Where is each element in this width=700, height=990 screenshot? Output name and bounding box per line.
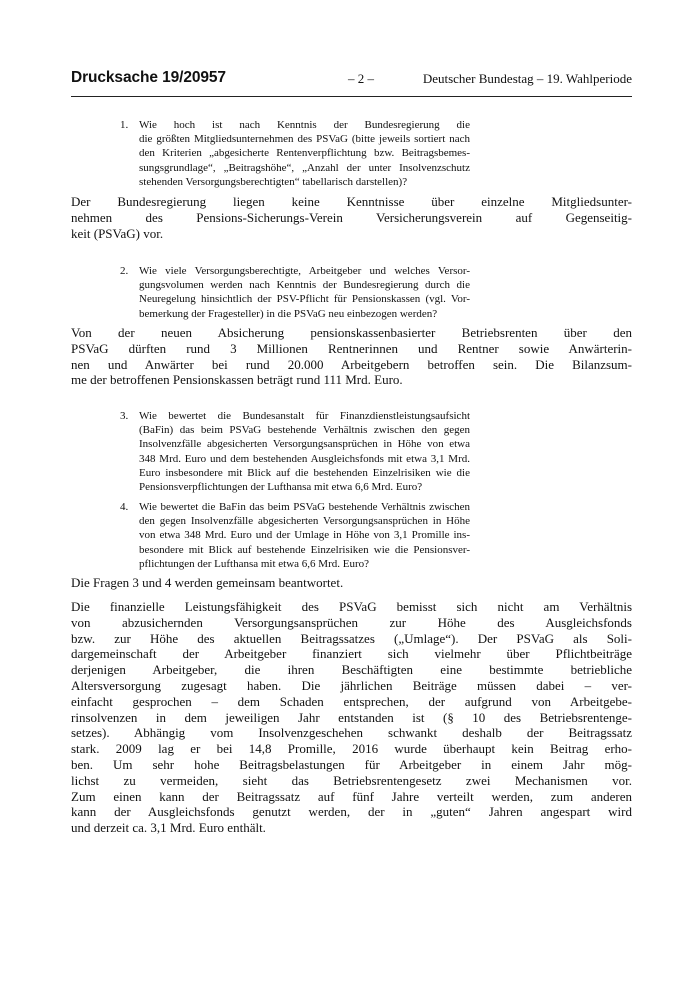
text-line: (BaFin) das beim PSVaG bestehende Verhältnis zwischen den gegen — [139, 424, 470, 437]
answer-3-4 — [71, 599, 632, 836]
question-number: 3. — [120, 410, 129, 422]
text-line: ben. Um sehr hohe Beitragsbelastungen für Arbeitgeber in einem Jahr mög- — [71, 756, 632, 772]
text-line: me der betroffenen Pensionskassen beträgt rund 111 Mrd. Euro. — [71, 372, 403, 388]
text-line: Von der neuen Absicherung pensionskassenbasierter Betriebsrenten über den — [71, 325, 632, 340]
text-line: bemerkung der Fragesteller) in die PSVaG neu einbezogen werden? — [139, 307, 438, 320]
text-line: Wie bewertet die BaFin das beim PSVaG bestehende Verhältnis zwischen — [139, 501, 470, 513]
text-line: Die Fragen 3 und 4 werden gemeinsam beantwortet. — [71, 575, 344, 590]
text-line: keit (PSVaG) vor. — [71, 225, 164, 241]
drucksache-number: Drucksache 19/20957 — [71, 69, 226, 86]
question-text — [139, 264, 470, 321]
text-line: und derzeit ca. 3,1 Mrd. Euro enthält. — [71, 820, 266, 836]
text-line: nen und Anwärter bei rund 20.000 Arbeitgebern betroffen sein. Die Bilanzsum- — [71, 356, 632, 372]
text-line: einfacht gesprochen – dem Schaden entsprechen, der aufgrund von Arbeitgebe- — [71, 693, 632, 709]
question-text — [139, 118, 470, 189]
question-number: 1. — [120, 119, 129, 131]
text-line: 348 Mrd. Euro und dem bestehenden Ausgleichsfonds mit etwa 3,1 Mrd. — [139, 452, 470, 465]
text-line: dargemeinschaft der Arbeitgeber finanziert sich vielmehr über Pflichtbeiträge — [71, 646, 632, 662]
text-line: bzw. zur Höhe des aktuellen Beitragssatzes („Umlage“). Der PSVaG als Soli- — [71, 630, 632, 646]
answer-1 — [71, 194, 632, 241]
text-line: Insolvenzfälle abgesicherten Versorgungsansprüchen in Höhe von etwa — [139, 438, 470, 451]
question-number: 4. — [120, 501, 129, 513]
text-line: Der Bundesregierung liegen keine Kenntnisse über einzelne Mitgliedsunter- — [71, 194, 632, 209]
text-line: von etwa 348 Mrd. Euro und der Umlage in Höhe von 3,1 Promille ins- — [139, 529, 470, 542]
text-line: gungsvolumen werden nach Kenntnis der Bundesregierung durch die — [139, 279, 470, 292]
page-number: – 2 – — [348, 71, 374, 86]
text-line: den Kriterien „abgesicherte Rentenverpflichtung bzw. Beitragsbemes- — [139, 147, 470, 160]
text-line: Pensionsverpflichtungen der Lufthansa mit etwa 6,6 Mrd. Euro? — [139, 481, 423, 494]
question-1 — [120, 118, 470, 189]
text-line: Wie hoch ist nach Kenntnis der Bundesregierung die — [139, 119, 470, 131]
text-line: besondere mit Blick auf bestehende Einzelrisiken wie die Pensionsver- — [139, 543, 470, 556]
text-line: kann der Ausgleichsfonds genutzt werden, der in „guten“ Jahren angespart wird — [71, 804, 632, 820]
answer-3-4-intro — [71, 575, 632, 591]
answer-2 — [71, 325, 632, 388]
text-line: Neuregelung hinsichtlich der PSV-Pflicht für Pensionskassen (vgl. Vor- — [139, 293, 470, 306]
text-line: die größten Mitgliedsunternehmen des PSVaG (bitte jeweils sortiert nach — [139, 133, 470, 146]
text-line: lichst zu vermeiden, sieht das Betriebsrentengesetz zwei Mechanismen vor. — [71, 772, 632, 788]
text-line: sungsgrundlage“, „Beitragshöhe“, „Anzahl der unter Insolvenzschutz — [139, 161, 470, 174]
page-header — [71, 69, 632, 91]
text-line: den gegen Insolvenzfälle abgesicherten Versorgungsansprüchen in Höhe — [139, 515, 470, 528]
text-line: rinsolvenzen in dem jeweiligen Jahr entstanden ist (§ 10 des Betriebsrentenge- — [71, 709, 632, 725]
text-line: setzes). Abhängig vom Insolvenzgeschehen schwankt deshalb der Beitragssatz — [71, 725, 632, 741]
question-text — [139, 500, 470, 571]
question-number: 2. — [120, 265, 129, 277]
text-line: PSVaG dürften rund 3 Millionen Rentnerinnen und Rentner sowie Anwärterin- — [71, 340, 632, 356]
header-rule — [71, 96, 632, 97]
text-line: Wie viele Versorgungsberechtigte, Arbeitgeber und welches Versor- — [139, 265, 470, 277]
text-line: Euro insbesondere mit Blick auf die bestehenden Einzelrisiken wie die — [139, 466, 470, 479]
question-3 — [120, 409, 470, 494]
question-text — [139, 409, 470, 494]
text-line: stark. 2009 lag er bei 14,8 Promille, 2016 wurde überhaupt kein Beitrag erho- — [71, 741, 632, 757]
text-line: Zum einen kann der Beitragssatz auf fünf Jahre verteilt werden, zum anderen — [71, 788, 632, 804]
text-line: derjenigen Arbeitgeber, die ihren Beschäftigten eine bestimmte betriebliche — [71, 662, 632, 678]
text-line: pflichtungen der Lufthansa mit etwa 6,6 Mrd. Euro? — [139, 557, 370, 570]
parliament-label: Deutscher Bundestag – 19. Wahlperiode — [422, 71, 632, 86]
text-line: von abzusichernden Versorgungsansprüchen zur Höhe des Ausgleichsfonds — [71, 614, 632, 630]
text-line: nehmen des Pensions-Sicherungs-Verein Versicherungsverein auf Gegenseitig- — [71, 209, 632, 225]
text-line: Wie bewertet die Bundesanstalt für Finanzdienstleistungsaufsicht — [139, 410, 470, 422]
text-line: Altersversorgung zugesagt haben. Die jährlichen Beiträge müssen dabei – ver- — [71, 677, 632, 693]
question-2 — [120, 264, 470, 321]
text-line: stehenden Versorgungsberechtigten“ tabellarisch darstellen)? — [139, 175, 408, 188]
text-line: Die finanzielle Leistungsfähigkeit des PSVaG bemisst sich nicht am Verhältnis — [71, 599, 632, 614]
question-4 — [120, 500, 470, 571]
